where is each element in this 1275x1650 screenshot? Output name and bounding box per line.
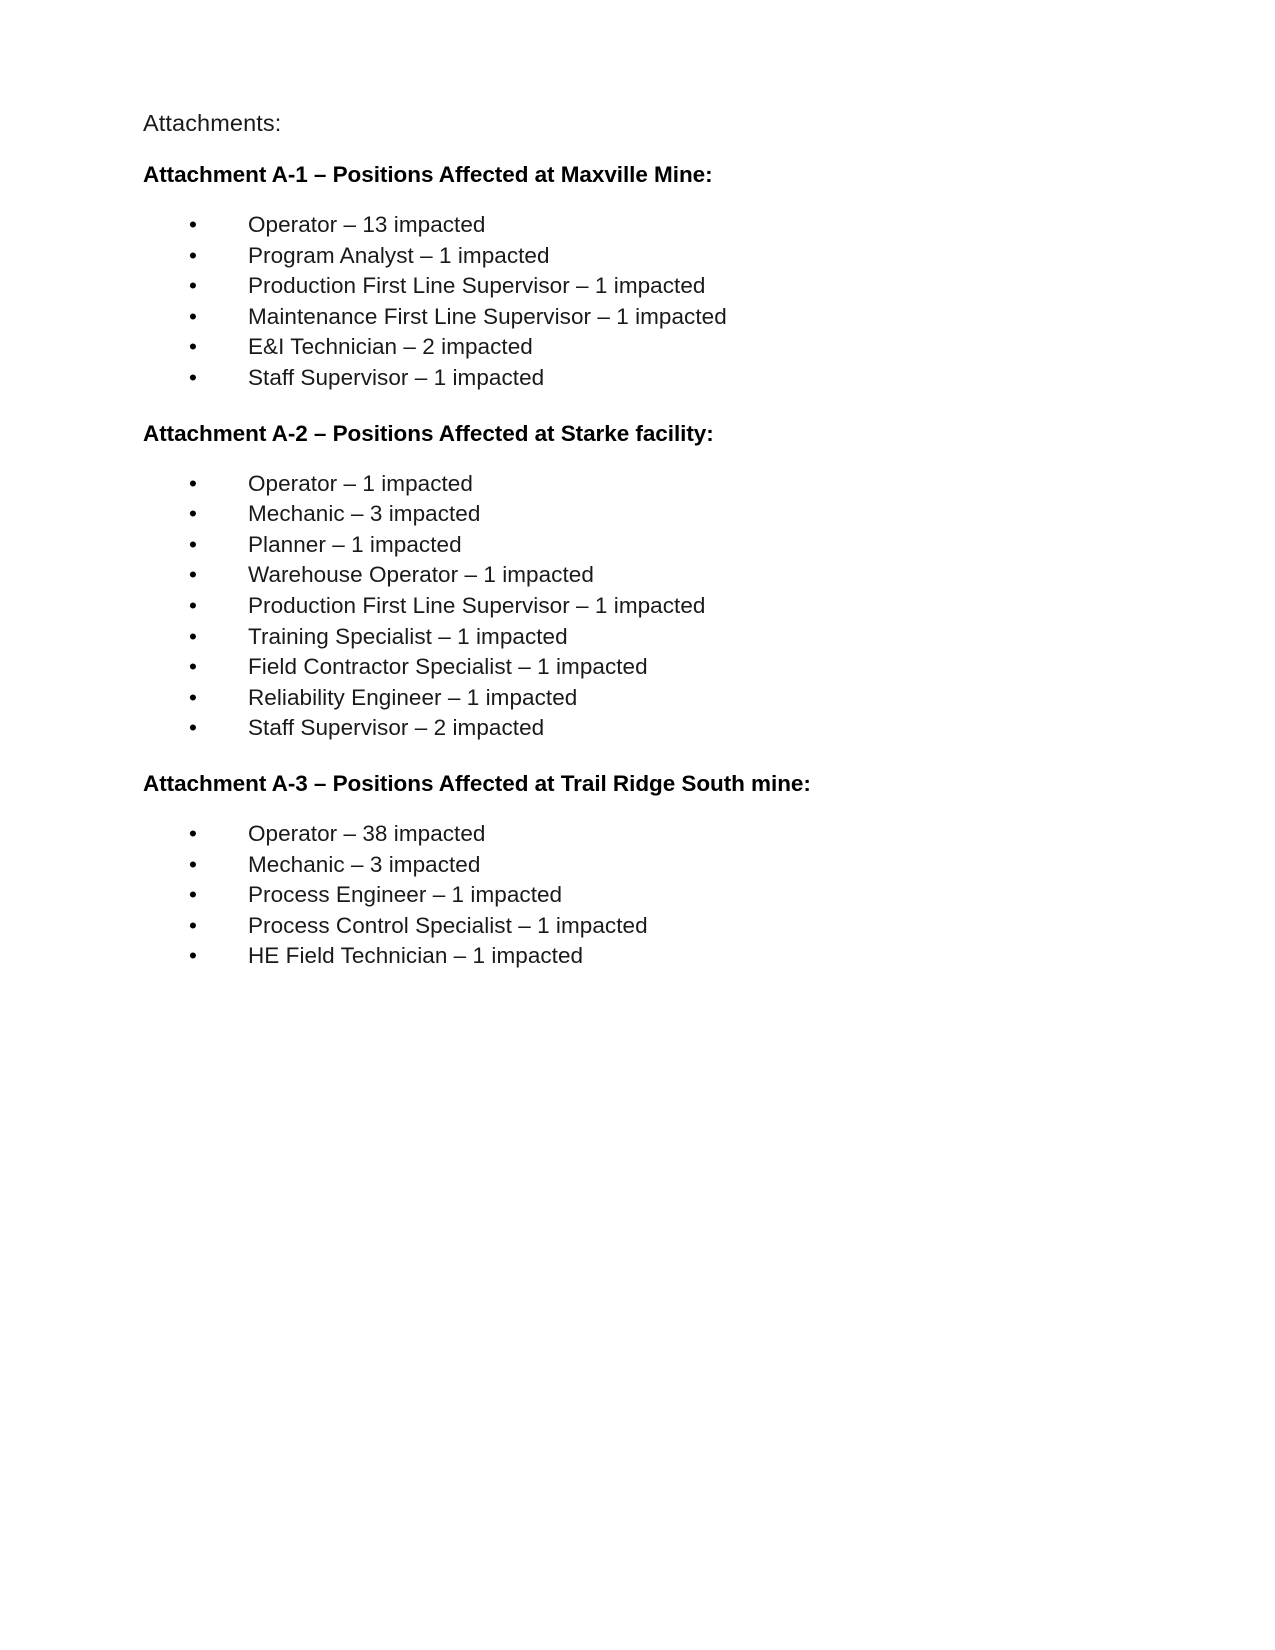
bullet-icon: • [189,364,197,390]
list-item-label: E&I Technician – 2 impacted [248,334,533,360]
position-list-a3 [143,819,1143,972]
bullet-icon: • [189,470,197,496]
list-item [143,622,1143,653]
list-item [143,302,1143,333]
list-item-label: Mechanic – 3 impacted [248,851,481,877]
list-item [143,819,1143,850]
list-item [143,499,1143,530]
bullet-icon: • [189,501,197,527]
list-item-label: Training Specialist – 1 impacted [248,623,568,649]
list-item-label: HE Field Technician – 1 impacted [248,943,584,969]
list-item-label: Staff Supervisor – 2 impacted [248,715,545,741]
list-item [143,713,1143,744]
attachment-section-a1 [143,160,1143,394]
bullet-icon: • [189,303,197,329]
bullet-icon: • [189,820,197,846]
bullet-icon: • [189,592,197,618]
bullet-icon: • [189,562,197,588]
list-item-label: Maintenance First Line Supervisor – 1 impacted [248,303,727,329]
bullet-icon: • [189,212,197,237]
bullet-icon: • [189,943,197,969]
list-item-label: Operator – 38 impacted [248,820,486,846]
list-item [143,210,1143,241]
attachments-label: Attachments: [143,110,282,136]
list-item [143,941,1143,972]
list-item [143,363,1143,394]
section-heading-a2: Attachment A-2 – Positions Affected at Starke facility: [143,420,714,446]
bullet-icon: • [189,623,197,649]
list-item [143,241,1143,272]
list-item-label: Production First Line Supervisor – 1 impacted [248,273,706,299]
list-item [143,652,1143,683]
bullet-icon: • [189,273,197,299]
list-item-label: Reliability Engineer – 1 impacted [248,684,578,710]
bullet-icon: • [189,242,197,268]
bullet-icon: • [189,715,197,741]
section-heading-a3: Attachment A-3 – Positions Affected at Trail Ridge South mine: [143,770,811,796]
section-heading-a1: Attachment A-1 – Positions Affected at Maxville Mine: [143,162,713,187]
list-item [143,271,1143,302]
bullet-icon: • [189,912,197,938]
bullet-icon: • [189,654,197,680]
list-item [143,911,1143,942]
attachment-section-a3 [143,769,1143,972]
bullet-icon: • [189,684,197,710]
list-item [143,530,1143,561]
list-item-label: Field Contractor Specialist – 1 impacted [248,654,648,680]
list-item-label: Process Control Specialist – 1 impacted [248,912,648,938]
bullet-icon: • [189,531,197,557]
list-item-label: Warehouse Operator – 1 impacted [248,562,594,588]
position-list-a2 [143,469,1143,744]
list-item-label: Process Engineer – 1 impacted [248,882,563,908]
list-item-label: Production First Line Supervisor – 1 impacted [248,592,706,618]
attachment-section-a2 [143,419,1143,744]
list-item-label: Operator – 13 impacted [248,212,486,237]
list-item-label: Planner – 1 impacted [248,531,462,557]
bullet-icon: • [189,334,197,360]
list-item [143,850,1143,881]
list-item [143,591,1143,622]
list-item [143,880,1143,911]
bullet-icon: • [189,851,197,877]
list-item [143,332,1143,363]
list-item-label: Mechanic – 3 impacted [248,501,481,527]
list-item-label: Operator – 1 impacted [248,470,473,496]
list-item [143,469,1143,500]
list-item-label: Program Analyst – 1 impacted [248,242,550,268]
position-list-a1 [143,210,1143,394]
document-body [143,108,1143,972]
list-item-label: Staff Supervisor – 1 impacted [248,364,545,390]
list-item [143,683,1143,714]
list-item [143,560,1143,591]
bullet-icon: • [189,882,197,908]
